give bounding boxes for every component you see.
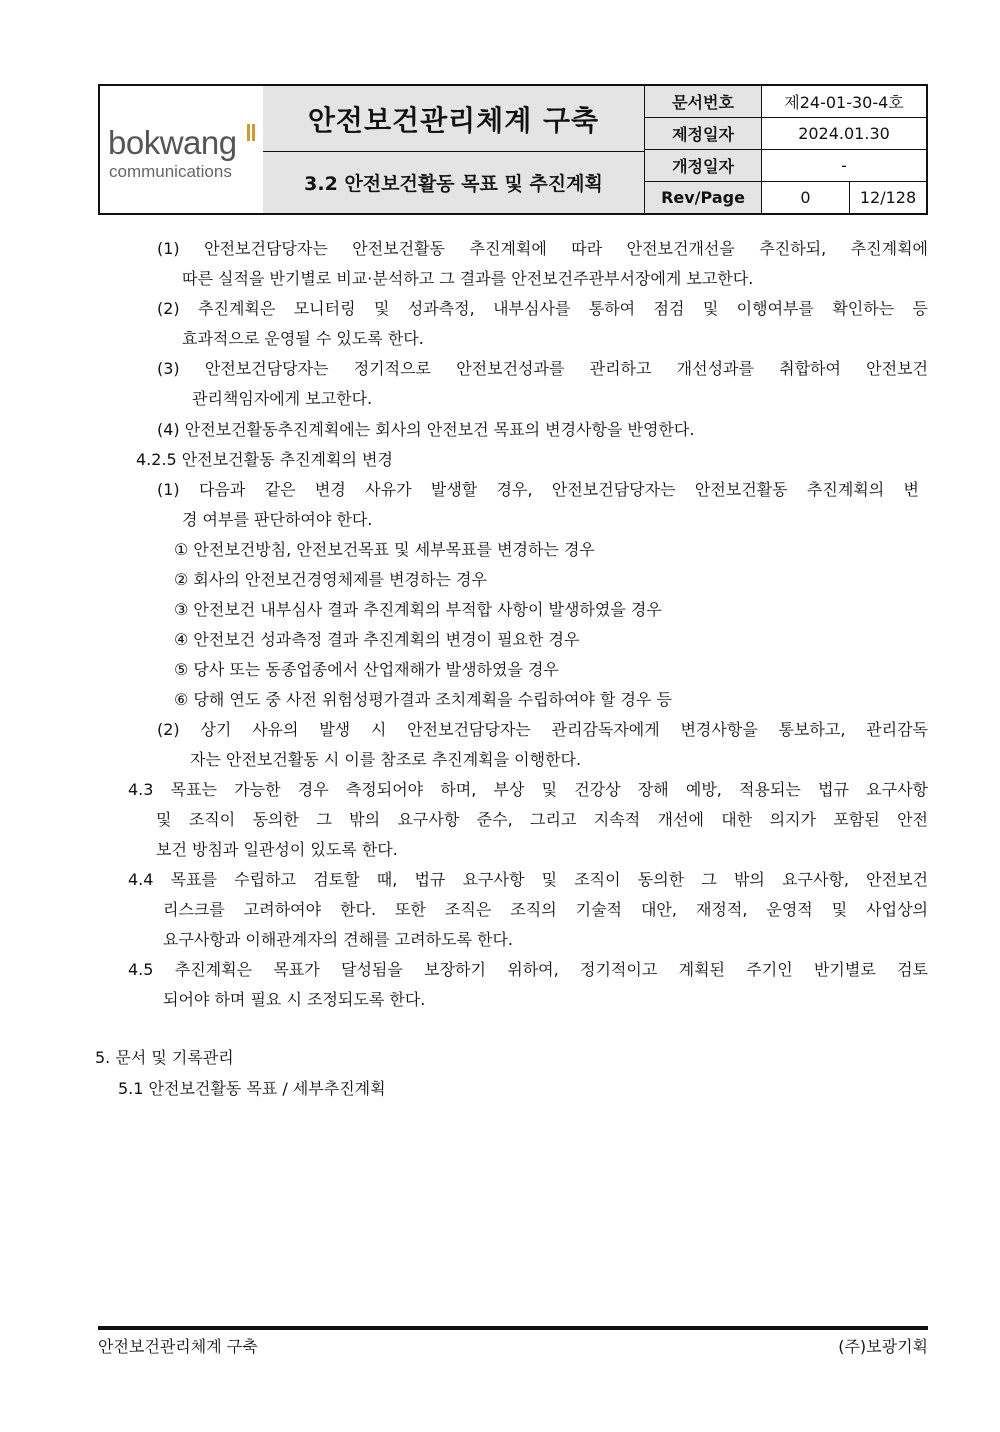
paragraph-line: (2) 상기 사유의 발생 시 안전보건담당자는 관리감독자에게 변경사항을 통보하고, 관리감독: [157, 720, 928, 739]
logo-mark-icon: [247, 124, 257, 144]
document-header: [98, 84, 928, 215]
meta-row-created: [645, 118, 926, 150]
footer-company: (주)보광기획: [838, 1337, 928, 1356]
meta-label: 문서번호: [645, 86, 762, 117]
document-meta-table: [645, 86, 926, 213]
paragraph-line: 4.5 추진계획은 목표가 달성됨을 보장하기 위하여, 정기적이고 계획된 주기인 반기별로 검토: [128, 960, 928, 979]
section-heading: 5. 문서 및 기록관리: [95, 1048, 234, 1067]
paragraph-line: 리스크를 고려하여야 한다. 또한 조직은 조직의 기술적 대안, 재정적, 운영적 및 사업상의: [163, 900, 928, 919]
meta-label: 제정일자: [645, 118, 762, 149]
footer-title: 안전보건관리체계 구축: [98, 1337, 258, 1356]
document-title: 안전보건관리체계 구축: [263, 86, 645, 152]
meta-row-doc-no: [645, 86, 926, 118]
logo-subtext: communications: [109, 162, 232, 181]
paragraph-line: 되어야 하며 필요 시 조정되도록 한다.: [163, 990, 426, 1009]
paragraph-line: (1) 다음과 같은 변경 사유가 발생할 경우, 안전보건담당자는 안전보건활동 추진계획의 변: [157, 480, 919, 499]
paragraph-line: 자는 안전보건활동 시 이를 참조로 추진계획을 이행한다.: [190, 750, 582, 769]
paragraph-line: (1) 안전보건담당자는 안전보건활동 추진계획에 따라 안전보건개선을 추진하되, 추진계획에: [157, 239, 928, 258]
paragraph-line: 관리책임자에게 보고한다.: [192, 389, 373, 408]
meta-row-rev-page: [645, 182, 926, 213]
paragraph-line: (3) 안전보건담당자는 정기적으로 안전보건성과를 관리하고 개선성과를 취합하여 안전보건: [157, 359, 928, 378]
paragraph-line: 4.3 목표는 가능한 경우 측정되어야 하며, 부상 및 건강상 장해 예방, 적용되는 법규 요구사항: [128, 780, 928, 799]
paragraph-line: 효과적으로 운영될 수 있도록 한다.: [182, 329, 424, 348]
list-item: ⑥ 당해 연도 중 사전 위험성평가결과 조치계획을 수립하여야 할 경우 등: [174, 690, 672, 709]
section-heading: 5.1 안전보건활동 목표 / 세부추진계획: [118, 1079, 386, 1098]
meta-value: 2024.01.30: [798, 124, 890, 143]
footer-divider: [98, 1326, 928, 1330]
meta-label: Rev/Page: [645, 182, 762, 213]
paragraph-line: 경 여부를 판단하여야 한다.: [182, 510, 373, 529]
meta-rev-value: 0: [762, 182, 850, 213]
meta-value: -: [841, 156, 847, 175]
paragraph-line: 따른 실적을 반기별로 비교·분석하고 그 결과를 안전보건주관부서장에게 보고한다.: [182, 269, 754, 288]
paragraph-line: 및 조직이 동의한 그 밖의 요구사항 준수, 그리고 지속적 개선에 대한 의지가 포함된 안전: [156, 810, 928, 829]
list-item: ② 회사의 안전보건경영체제를 변경하는 경우: [174, 570, 487, 589]
meta-label: 개정일자: [645, 150, 762, 181]
paragraph-line: (2) 추진계획은 모니터링 및 성과측정, 내부심사를 통하여 점검 및 이행여부를 확인하는 등: [157, 299, 928, 318]
list-item: ③ 안전보건 내부심사 결과 추진계획의 부적합 사항이 발생하였을 경우: [174, 600, 662, 619]
meta-value: 제24-01-30-4호: [784, 93, 904, 112]
paragraph-line: 보건 방침과 일관성이 있도록 한다.: [156, 840, 398, 859]
logo-text: bokwang: [108, 124, 237, 161]
paragraph-line: 요구사항과 이해관계자의 견해를 고려하도록 한다.: [163, 930, 514, 949]
paragraph-line: (4) 안전보건활동추진계획에는 회사의 안전보건 목표의 변경사항을 반영한다.: [157, 420, 695, 439]
paragraph-line: 4.4 목표를 수립하고 검토할 때, 법규 요구사항 및 조직이 동의한 그 밖의 요구사항, 안전보건: [128, 870, 928, 889]
meta-page-value: 12/128: [859, 188, 917, 207]
list-item: ① 안전보건방침, 안전보건목표 및 세부목표를 변경하는 경우: [174, 540, 595, 559]
document-subtitle: 3.2 안전보건활동 목표 및 추진계획: [263, 152, 645, 213]
list-item: ④ 안전보건 성과측정 결과 추진계획의 변경이 필요한 경우: [174, 630, 580, 649]
meta-row-revised: [645, 150, 926, 182]
logo: [100, 86, 264, 213]
section-heading: 4.2.5 안전보건활동 추진계획의 변경: [136, 450, 393, 469]
list-item: ⑤ 당사 또는 동종업종에서 산업재해가 발생하였을 경우: [174, 660, 559, 679]
